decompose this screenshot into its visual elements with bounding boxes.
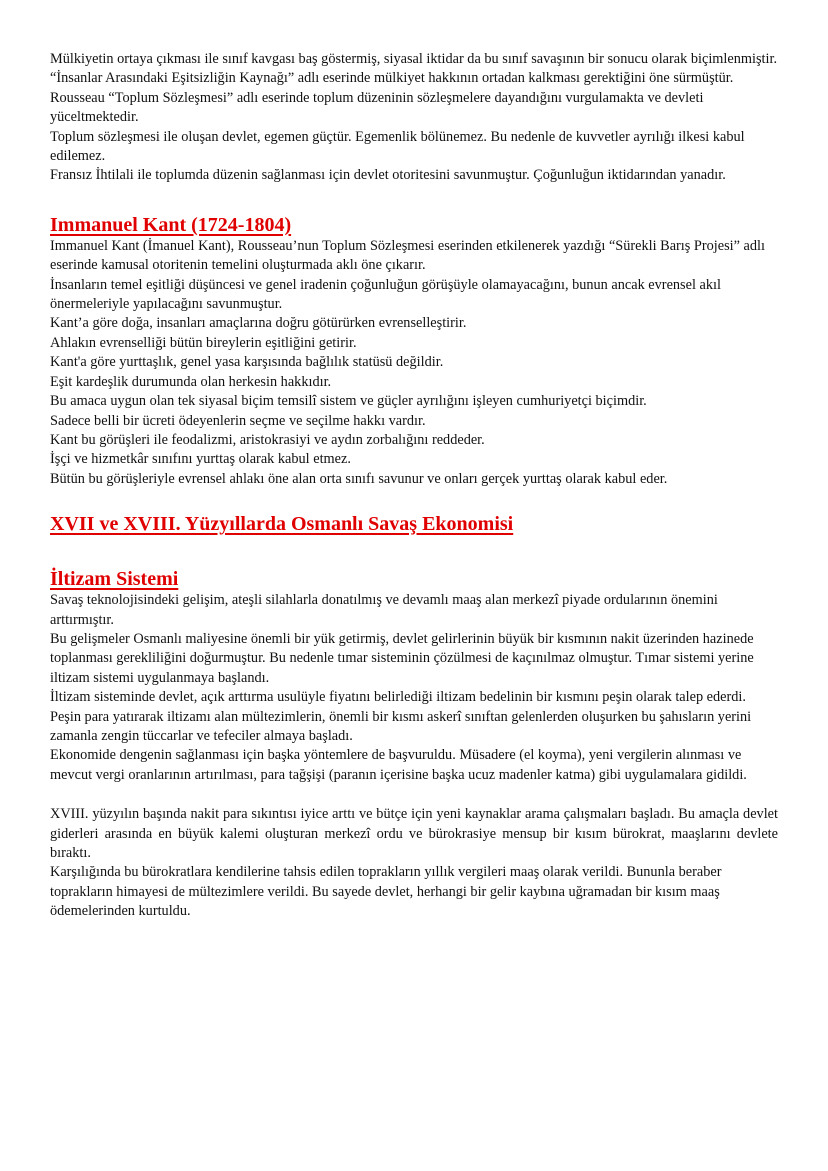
kant-paragraph-4: Ahlakın evrenselliği bütün bireylerin eşitliğini getirir.	[50, 334, 357, 351]
document-page	[50, 50, 778, 922]
kant-paragraph-6: Eşit kardeşlik durumunda olan herkesin hakkıdır.	[50, 373, 332, 390]
iltizam-paragraph-5: XVIII. yüzyılın başında nakit para sıkıntısı iyice arttı ve bütçe için yeni kaynaklar arama çalışmaları başladı. Bu amaçla devlet giderleri arasında en büyük kalemi oluşturan merkezî ordu ve bürokrasiye mensup bir kısım bürokrat, maaşlarını devlete bıraktı.	[50, 806, 778, 861]
kant-paragraph-3: Kant’a göre doğa, insanları amaçlarına doğru götürürken evrenselleştirir.	[50, 315, 467, 332]
intro-paragraph-2: “İnsanlar Arasındaki Eşitsizliğin Kaynağı” adlı eserinde mülkiyet hakkının ortadan kalkması gerektiğini öne sürmüştür.	[50, 70, 734, 87]
iltizam-heading: İltizam Sistemi	[50, 568, 179, 591]
intro-paragraph-3: Rousseau “Toplum Sözleşmesi” adlı eserinde toplum düzeninin sözleşmelere dayandığını vurgulamakta ve devleti yüceltmektedir.	[50, 89, 704, 126]
intro-paragraph-5: Fransız İhtilali ile toplumda düzenin sağlanması için devlet otoritesini savunmuştur. Çoğunluğun iktidarından yanadır.	[50, 167, 726, 184]
kant-paragraph-2: İnsanların temel eşitliği düşüncesi ve genel iradenin çoğunluğun görüşüyle olamayacağını, bunun ancak evrensel akıl önermeleriyle yapılacağını savunmuştur.	[50, 276, 721, 313]
kant-paragraph-10: İşçi ve hizmetkâr sınıfını yurttaş olarak kabul etmez.	[50, 451, 351, 468]
ottoman-war-economy-heading: XVII ve XVIII. Yüzyıllarda Osmanlı Savaş Ekonomisi	[50, 513, 514, 536]
iltizam-paragraph-2: Bu gelişmeler Osmanlı maliyesine önemli bir yük getirmiş, devlet gelirlerinin büyük bir kısmının nakit üzerinden hazinede toplanması gerekliliğini doğurmuştur. Bu nedenle tımar sisteminin çözülmesi de kaçınılmaz olmuştur. Tımar sistemi yerine iltizam sistemi uygulanmaya başlandı.	[50, 630, 754, 686]
kant-paragraph-8: Sadece belli bir ücreti ödeyenlerin seçme ve seçilme hakkı vardır.	[50, 412, 426, 429]
paragraph-spacer	[50, 785, 778, 805]
iltizam-paragraph-1: Savaş teknolojisindeki gelişim, ateşli silahlarla donatılmış ve devamlı maaş alan merkezî piyade ordularının önemini arttırmıştır.	[50, 592, 718, 628]
iltizam-paragraph-6: Karşılığında bu bürokratlara kendilerine tahsis edilen toprakların yıllık vergileri maaş olarak verildi. Bununla beraber toprakların himayesi de mültezimlere verildi. Bu sayede devlet, herhangi bir gelir kaybına uğramadan bir kısım maaş ödemelerinden kurtuldu.	[50, 864, 722, 920]
kant-paragraph-7: Bu amaca uygun olan tek siyasal biçim temsilî sistem ve güçler ayrılığını işleyen cumhuriyetçi biçimdir.	[50, 393, 647, 410]
iltizam-paragraph-4: Ekonomide dengenin sağlanması için başka yöntemlere de başvuruldu. Müsadere (el koyma), yeni vergilerin alınması ve mevcut vergi oranlarının artırılması, para tağşişi (paranın içerisine başka ucuz madenler katma) gibi uygulamalara gidildi.	[50, 747, 747, 783]
intro-paragraph-1: Mülkiyetin ortaya çıkması ile sınıf kavgası baş göstermiş, siyasal iktidar da bu sınıf savaşının bir sonucu olarak biçimlenmiştir.	[50, 51, 778, 67]
kant-paragraph-11: Bütün bu görüşleriyle evrensel ahlakı öne alan orta sınıfı savunur ve onları gerçek yurttaş olarak kabul eder.	[50, 470, 668, 487]
iltizam-paragraph-3: İltizam sisteminde devlet, açık arttırma usulüyle fiyatını belirlediği iltizam bedelinin bir kısmını peşin olarak talep ederdi. Peşin para yatırarak iltizamı alan mültezimlerin, önemli bir kısmı askerî sınıftan gelenlerden oluşurken bu şahısların yerini zamanla zengin tüccarlar ve tefeciler almaya başladı.	[50, 689, 752, 744]
kant-paragraph-9: Kant bu görüşleri ile feodalizmi, aristokrasiyi ve aydın zorbalığını reddeder.	[50, 431, 485, 448]
kant-heading: Immanuel Kant (1724-1804)	[50, 213, 292, 236]
kant-paragraph-1: Immanuel Kant (İmanuel Kant), Rousseau’nun Toplum Sözleşmesi eserinden etkilenerek yazdığı “Sürekli Barış Projesi” adlı eserinde kamusal otoritenin temelini oluşturmada aklı öne çıkarır.	[50, 237, 765, 274]
kant-paragraph-5: Kant'a göre yurttaşlık, genel yasa karşısında bağlılık statüsü değildir.	[50, 354, 444, 371]
intro-paragraph-4: Toplum sözleşmesi ile oluşan devlet, egemen güçtür. Egemenlik bölünemez. Bu nedenle de kuvvetler ayrılığı ilkesi kabul edilemez.	[50, 128, 745, 165]
